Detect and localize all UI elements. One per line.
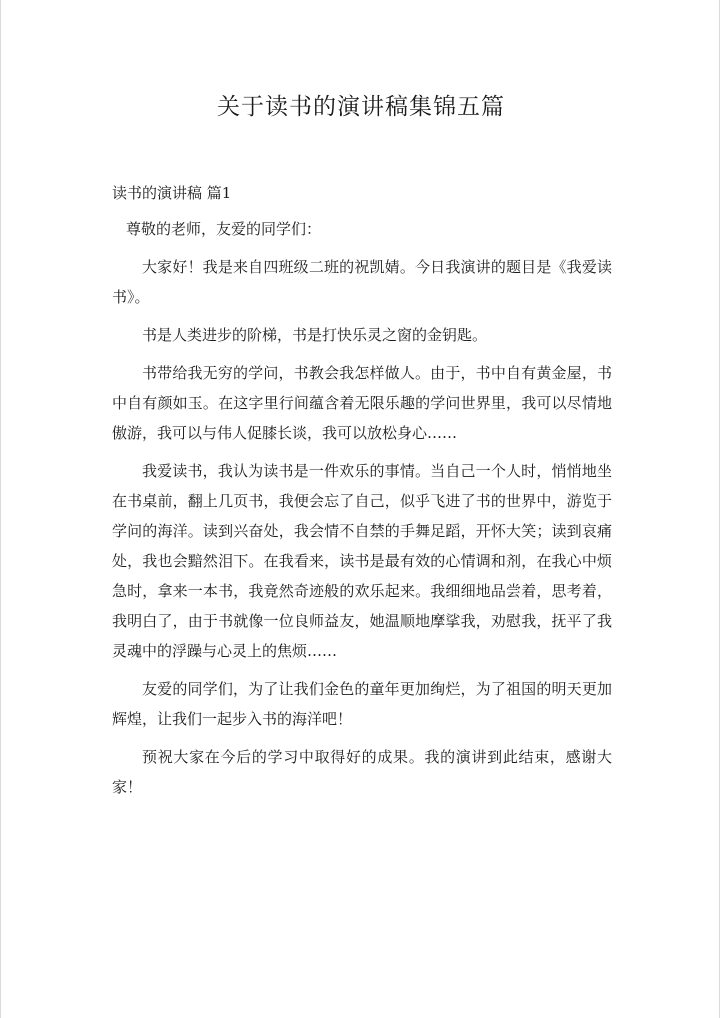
paragraph-1: 大家好！我是来自四班级二班的祝凯婧。今日我演讲的题目是《我爱读书》。 bbox=[112, 258, 612, 306]
paragraph-6: 预祝大家在今后的学习中取得好的成果。我的演讲到此结束，感谢大家！ bbox=[112, 748, 612, 796]
paragraph-4: 我爱读书，我认为读书是一件欢乐的事情。当自己一个人时，悄悄地坐在书桌前，翻上几页书，我便会忘了自己，似乎飞进了书的世界中，游览于学问的海洋。读到兴奋处，我会情不自禁的手舞足蹈，开怀大笑；读到哀痛处，我也会黯然泪下。在我看来，读书是最有效的心情调和剂，在我心中烦急时，拿来一本书，我竟然奇迹般的欢乐起来。我细细地品尝着，思考着，我明白了，由于书就像一位良师益友，她温顺地摩挲我，劝慰我，抚平了我灵魂中的浮躁与心灵上的焦烦…… bbox=[112, 462, 612, 660]
document-body bbox=[112, 178, 612, 810]
paragraph-5: 友爱的同学们，为了让我们金色的童年更加绚烂，为了祖国的明天更加辉煌，让我们一起步入书的海洋吧！ bbox=[112, 680, 612, 728]
section-heading: 读书的演讲稿 篇1 bbox=[112, 184, 232, 202]
paragraph-3: 书带给我无穷的学问，书教会我怎样做人。由于，书中自有黄金屋，书中自有颜如玉。在这字里行间蕴含着无限乐趣的学问世界里，我可以尽情地傲游，我可以与伟人促膝长谈，我可以放松身心…… bbox=[112, 364, 612, 442]
paragraph-2: 书是人类进步的阶梯，书是打快乐灵之窗的金钥匙。 bbox=[142, 326, 488, 344]
greeting-line: 尊敬的老师，友爱的同学们： bbox=[126, 220, 322, 238]
document-title: 关于读书的演讲稿集锦五篇 bbox=[217, 94, 505, 120]
